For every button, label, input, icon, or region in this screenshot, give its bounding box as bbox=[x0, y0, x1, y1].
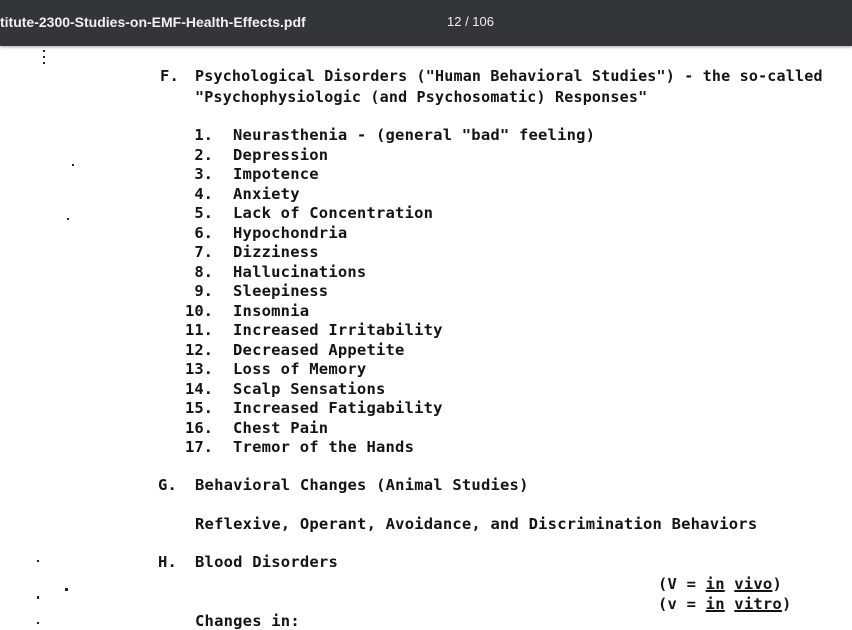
list-item-number: 12. bbox=[185, 340, 213, 359]
list-item-text: Hypochondria bbox=[233, 223, 348, 242]
note-underlined-term: vivo bbox=[734, 575, 773, 593]
list-item-number: 4. bbox=[194, 184, 213, 203]
note-underlined-term: in bbox=[705, 575, 725, 593]
list-item-number: 5. bbox=[194, 204, 213, 222]
section-h-heading: Blood Disorders bbox=[195, 553, 338, 571]
list-item-number: 2. bbox=[194, 145, 213, 164]
list-item-number: 8. bbox=[194, 262, 213, 281]
list-item-number: 9. bbox=[194, 282, 213, 300]
list-item-number: 13. bbox=[185, 360, 213, 378]
note-prefix: (V = bbox=[658, 575, 706, 593]
list-item-text: Loss of Memory bbox=[233, 360, 367, 378]
pdf-viewer-toolbar bbox=[0, 0, 852, 46]
list-item-text: Tremor of the Hands bbox=[233, 438, 415, 456]
list-item-text: Impotence bbox=[233, 165, 319, 183]
list-item-text: Decreased Appetite bbox=[233, 340, 405, 359]
section-g-body: Reflexive, Operant, Avoidance, and Discrimination Behaviors bbox=[195, 515, 758, 533]
list-item-text: Hallucinations bbox=[233, 262, 367, 281]
scan-speck bbox=[67, 218, 69, 220]
changes-in-label: Changes in: bbox=[195, 612, 300, 630]
section-f-heading-line1: Psychological Disorders ("Human Behavioral Studies") - the so-called bbox=[195, 67, 823, 85]
list-item-number: 15. bbox=[185, 399, 213, 417]
list-item-number: 17. bbox=[185, 438, 213, 456]
list-item-number: 6. bbox=[194, 223, 213, 242]
note-space bbox=[725, 575, 735, 593]
section-g-letter: G. bbox=[158, 476, 178, 494]
list-item-number: 3. bbox=[194, 165, 213, 183]
note-underlined-term: vitro bbox=[734, 595, 782, 613]
scan-speck bbox=[43, 62, 45, 64]
section-f-heading-line2: "Psychophysiologic (and Psychosomatic) Responses" bbox=[195, 88, 648, 106]
list-item-text: Depression bbox=[233, 145, 329, 164]
list-item-text: Increased Irritability bbox=[233, 321, 443, 339]
scan-speck bbox=[37, 622, 39, 624]
note-suffix: ) bbox=[781, 595, 792, 613]
note-space bbox=[725, 595, 735, 613]
page-indicator[interactable]: 12 / 106 bbox=[447, 14, 494, 29]
list-item-number: 11. bbox=[185, 321, 213, 339]
note-suffix: ) bbox=[772, 575, 782, 593]
scan-speck bbox=[37, 560, 39, 562]
list-item-text: Neurasthenia - (general "bad" feeling) bbox=[233, 126, 596, 144]
list-item-number: 10. bbox=[185, 301, 213, 320]
list-item-text: Chest Pain bbox=[233, 418, 329, 437]
scan-speck bbox=[43, 56, 45, 58]
in-vitro-note bbox=[658, 594, 792, 613]
list-item-number: 7. bbox=[194, 243, 213, 261]
list-item-text: Anxiety bbox=[233, 184, 300, 203]
list-item-text: Scalp Sensations bbox=[233, 379, 386, 398]
scan-speck bbox=[43, 50, 45, 52]
scan-speck bbox=[65, 588, 68, 591]
note-prefix: (v = bbox=[658, 595, 706, 613]
section-g-heading: Behavioral Changes (Animal Studies) bbox=[195, 476, 529, 494]
list-item-text: Dizziness bbox=[233, 243, 319, 261]
list-item-text: Insomnia bbox=[233, 301, 310, 320]
list-item-text: Increased Fatigability bbox=[233, 399, 443, 417]
pdf-page bbox=[0, 46, 852, 630]
scan-speck bbox=[72, 164, 74, 166]
document-title: titute-2300-Studies-on-EMF-Health-Effects.pdf bbox=[0, 14, 306, 30]
note-underlined-term: in bbox=[705, 595, 725, 613]
list-item-text: Sleepiness bbox=[233, 282, 329, 300]
in-vivo-note bbox=[658, 574, 782, 593]
scan-speck bbox=[37, 596, 39, 599]
list-item-text: Lack of Concentration bbox=[233, 204, 434, 222]
section-h-letter: H. bbox=[158, 553, 178, 571]
list-item-number: 1. bbox=[194, 126, 213, 144]
list-item-number: 14. bbox=[185, 379, 213, 398]
section-f-letter: F. bbox=[160, 67, 180, 85]
list-item-number: 16. bbox=[185, 418, 213, 437]
